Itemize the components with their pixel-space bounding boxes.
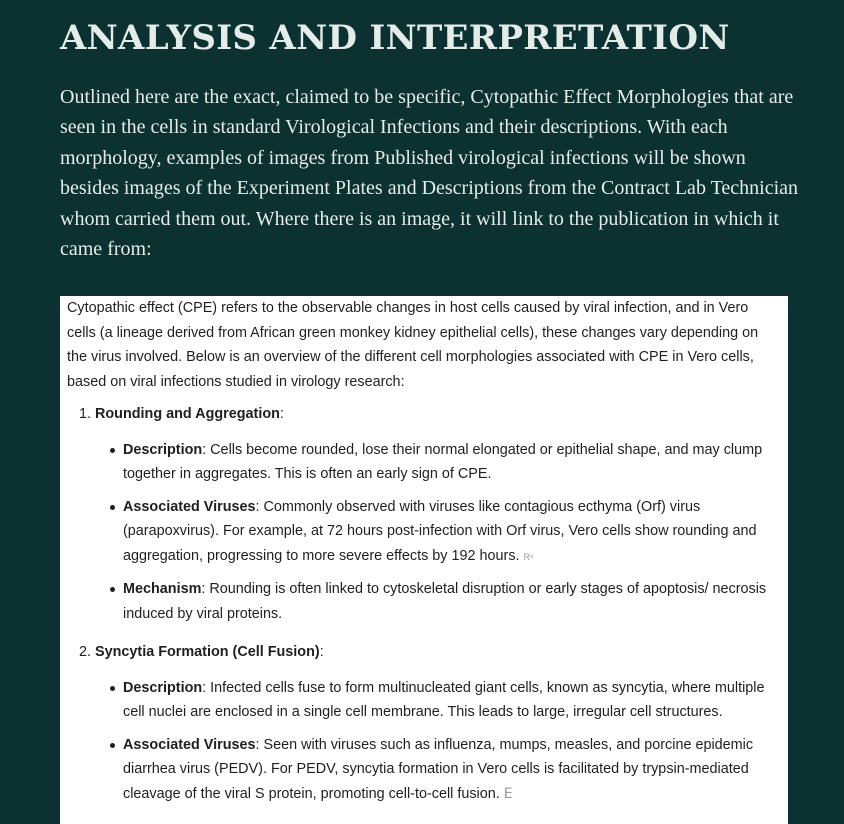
bullet-item [123, 495, 780, 570]
bullet-dot-icon [110, 686, 115, 691]
bullet-dot-icon [110, 587, 115, 592]
bullet-item [123, 577, 780, 626]
morphology-list [67, 402, 780, 806]
section-heading: 2. Syncytia Formation (Cell Fusion): [95, 644, 324, 660]
morphology-item-rounding [95, 402, 780, 626]
bullet-dot-icon [110, 743, 115, 748]
bullet-item [123, 733, 780, 807]
reference-link[interactable]: E [503, 785, 513, 802]
bullet-item [123, 438, 780, 487]
morphology-item-syncytia [95, 640, 780, 806]
bullet-item [123, 676, 780, 725]
section-heading: 1. Rounding and Aggregation: [95, 406, 284, 422]
reference-link[interactable]: R⁶ [523, 551, 534, 562]
bullet-list [95, 438, 780, 627]
section-title: Syncytia Formation (Cell Fusion) [95, 644, 320, 660]
bullet-text: : Rounding is often linked to cytoskeletal disruption or early stages of apoptosis/ necrosis induced by viral proteins. [123, 581, 767, 622]
bullet-text: : Cells become rounded, lose their normal elongated or epithelial shape, and may clump together in aggregates. This is often an early sign of CPE. [123, 441, 763, 482]
intro-paragraph: Outlined here are the exact, claimed to be specific, Cytopathic Effect Morphologies that are seen in the cells in standard Virological Infections and their descriptions. With each morphology, examples of images from Published virological infections will be shown besides images of the Experiment Plates and Descriptions from the Contract Lab Technician whom carried them out. Where there is an image, it will link to the publication in which it came from: [60, 86, 799, 261]
bullet-list [95, 676, 780, 807]
bullet-text: : Infected cells fuse to form multinucleated giant cells, known as syncytia, where multiple cell nuclei are enclosed in a single cell membrane. This leads to large, irregular cell structures. [123, 679, 765, 720]
bullet-dot-icon [110, 505, 115, 510]
bullet-dot-icon [110, 448, 115, 453]
card-lead-paragraph: Cytopathic effect (CPE) refers to the observable changes in host cells caused by viral infection, and in Vero cells (a lineage derived from African green monkey kidney epithelial cells), these changes vary depending on the virus involved. Below is an overview of the different cell morphologies associated with CPE in Vero cells, based on viral infections studied in virology research: [67, 300, 759, 390]
bullet-label: Mechanism [123, 581, 202, 597]
bullet-label: Description [123, 441, 203, 458]
bullet-text: : Commonly observed with viruses like contagious ecthyma (Orf) virus (parapoxvirus). For example, at 72 hours post-infection with Orf virus, Vero cells show rounding and aggregation, progressing to more severe effects by 192 hours. [123, 498, 757, 564]
bullet-label: Description [123, 679, 203, 696]
page-title: ANALYSIS AND INTERPRETATION [60, 18, 730, 58]
cpe-content-card [60, 296, 788, 824]
bullet-label: Associated Viruses [123, 736, 256, 753]
section-title: Rounding and Aggregation [95, 406, 280, 422]
bullet-text: : Seen with viruses such as influenza, mumps, measles, and porcine epidemic diarrhea virus (PEDV). For PEDV, syncytia formation in Vero cells is facilitated by trypsin-mediated cleavage of the viral S protein, promoting cell-to-cell fusion. [123, 736, 754, 802]
bullet-label: Associated Viruses [123, 498, 256, 515]
